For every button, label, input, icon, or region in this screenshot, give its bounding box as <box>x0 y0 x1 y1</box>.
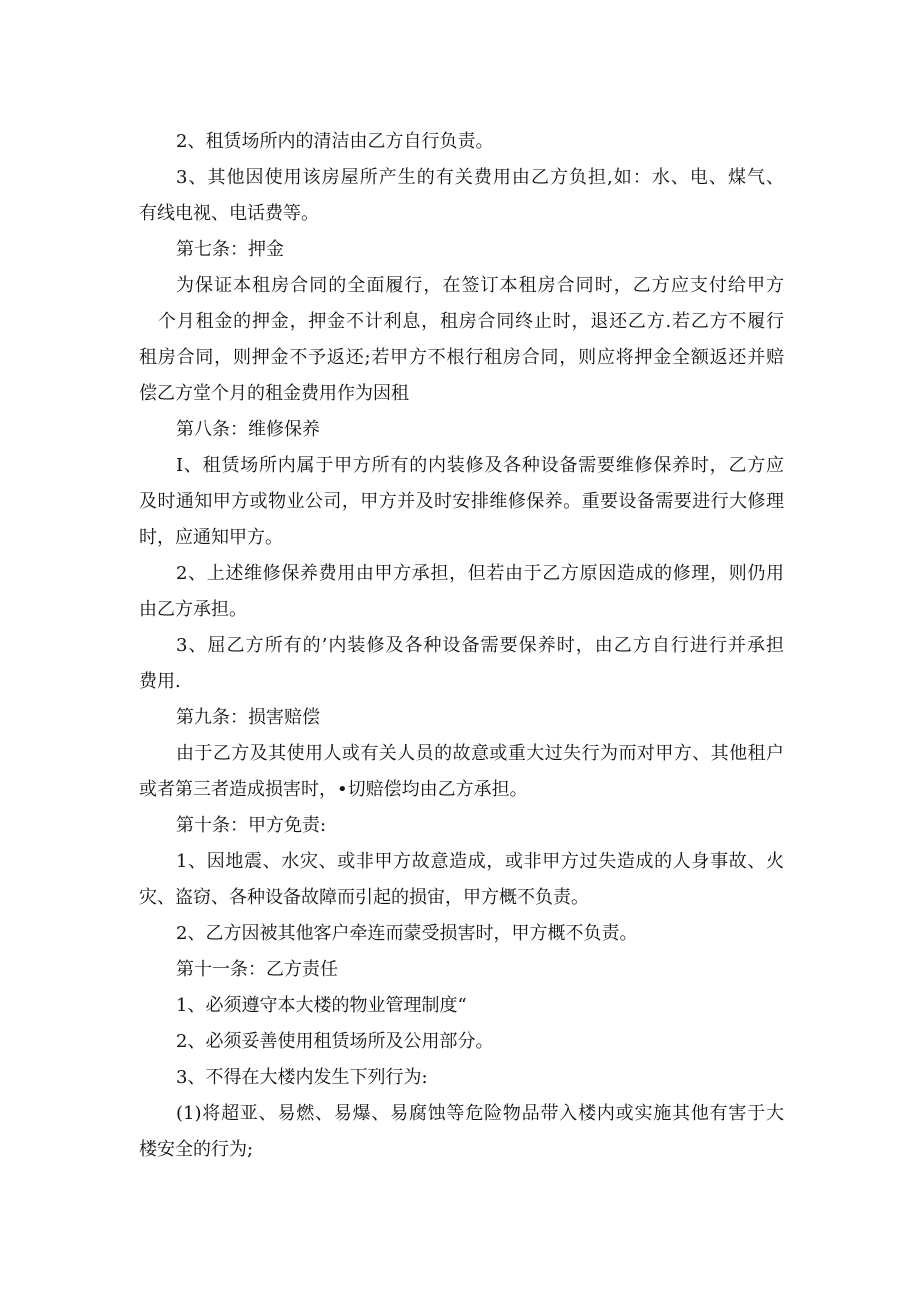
text-line: 由乙方承担。 <box>139 599 247 620</box>
text-line: (1)将超亚、易燃、易爆、易腐蚀等危险物品带入楼内或实施其他有害于大 <box>176 1103 784 1124</box>
text-line: 租房合同，则押金不予返还;若甲方不根行租房合同，则应将押金全额返还并赔 <box>139 347 784 368</box>
text-line: 3、其他因使用该房屋所产生的有关费用由乙方负担,如：水、电、煤气、 <box>176 167 784 188</box>
text-line: 及时通知甲方或物业公司，甲方并及时安排维修保养。重要设备需要进行大修理 <box>139 491 784 512</box>
text-line: 2、租赁场所内的清洁由乙方自行负责。 <box>176 131 494 152</box>
text-line: 由于乙方及其使用人或有关人员的故意或重大过失行为而对甲方、其他租户 <box>176 743 784 764</box>
section-heading: 第八条：维修保养 <box>176 419 320 440</box>
text-line: 时，应通知甲方。 <box>139 527 283 548</box>
text-line: 有线电视、电话费等。 <box>139 203 319 224</box>
text-line: 2、乙方因被其他客户牵连而蒙受损害时，甲方概不负责。 <box>176 923 638 944</box>
text-line: 或者第三者造成损害时，•切赔偿均由乙方承担。 <box>139 779 528 800</box>
text-line: 2、必须妥善使用租赁场所及公用部分。 <box>176 1031 494 1052</box>
section-heading: 第七条：押金 <box>176 239 284 260</box>
section-heading: 第十条：甲方免责: <box>176 815 327 836</box>
section-heading: 第九条：损害赔偿 <box>176 707 320 728</box>
text-line: 3、屈乙方所有的’内装修及各种设备需要保养时，由乙方自行进行并承担 <box>176 635 784 656</box>
text-line: 1、必须遵守本大楼的物业管理制度“ <box>176 995 467 1016</box>
text-line: 费用. <box>139 671 181 692</box>
text-line: 3、不得在大楼内发生下列行为: <box>176 1067 428 1088</box>
text-line: 1、因地震、水灾、或非甲方故意造成，或非甲方过失造成的人身事故、火 <box>176 851 784 872</box>
text-line: 灾、盗窃、各种设备故障而引起的损宙，甲方概不负责。 <box>139 887 589 908</box>
text-line: 为保证本租房合同的全面履行，在签订本租房合同时，乙方应支付给甲方 <box>176 275 784 296</box>
text-line: 个月租金的押金，押金不计利息，租房合同终止时，退还乙方.若乙方不履行 <box>158 311 784 332</box>
section-heading: 第十一条：乙方责任 <box>176 959 338 980</box>
text-line: I、租赁场所内属于甲方所有的内装修及各种设备需要维修保养时，乙方应 <box>176 455 784 476</box>
text-line: 2、上述维修保养费用由甲方承担，但若由于乙方原因造成的修理，则仍用 <box>176 563 784 584</box>
text-line: 楼安全的行为; <box>139 1139 254 1160</box>
text-line: 偿乙方堂个月的租金费用作为因租 <box>139 383 409 404</box>
